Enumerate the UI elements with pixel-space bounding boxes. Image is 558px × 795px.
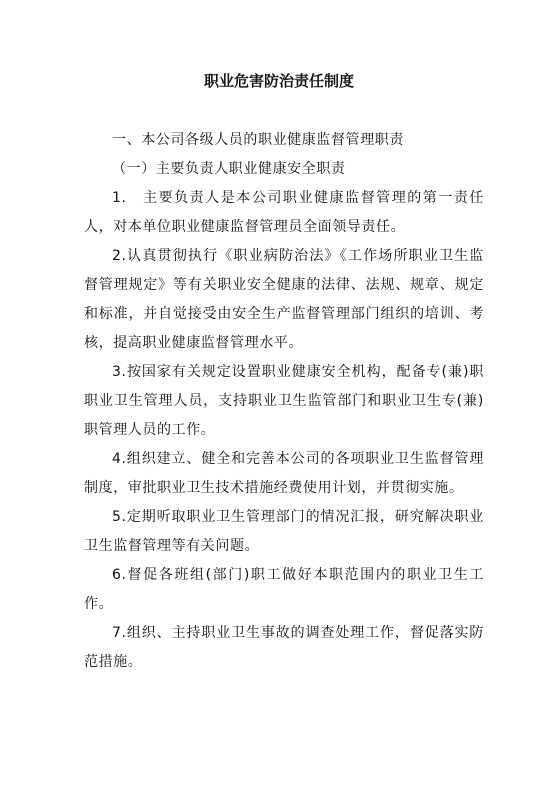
duty-item-4: 4.组织建立、健全和完善本公司的各项职业卫生监督管理制度，审批职业卫生技术措施经费使用计划，并贯彻实施。	[84, 451, 484, 496]
duty-item-5: 5.定期听取职业卫生管理部门的情况汇报，研究解决职业卫生监督管理等有关问题。	[84, 509, 484, 554]
document-body	[84, 126, 484, 677]
duty-item-2: 2.认真贯彻执行《职业病防治法》《工作场所职业卫生监督管理规定》等有关职业安全健康的法律、法规、规章、规定和标准，并自觉接受由安全生产监督管理部门组织的培训、考核，提高职业健康监督管理水平。	[84, 248, 484, 351]
duty-item-1: 1. 主要负责人是本公司职业健康监督管理的第一责任人，对本单位职业健康监督管理员全面领导责任。	[84, 190, 484, 235]
duty-item-6: 6.督促各班组(部门)职工做好本职范围内的职业卫生工作。	[84, 567, 484, 612]
subsection-heading: （一）主要负责人职业健康安全职责	[112, 161, 346, 177]
duty-item-3: 3.按国家有关规定设置职业健康安全机构，配备专(兼)职职业卫生管理人员，支持职业卫生监管部门和职业卫生专(兼)职管理人员的工作。	[84, 364, 484, 438]
document-title: 职业危害防治责任制度	[203, 72, 354, 90]
section-heading: 一、本公司各级人员的职业健康监督管理职责	[112, 132, 404, 148]
duty-item-7: 7.组织、主持职业卫生事故的调查处理工作，督促落实防范措施。	[84, 625, 484, 670]
